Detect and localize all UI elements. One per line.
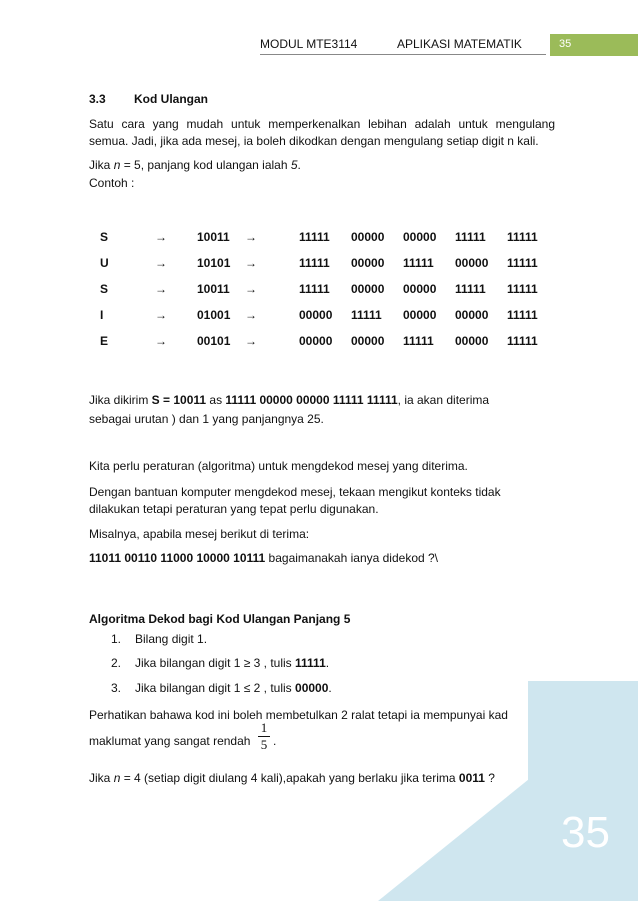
contoh-label: Contoh : — [89, 176, 135, 190]
fraction-numerator: 1 — [260, 720, 268, 735]
row-code: 10011 — [197, 230, 230, 244]
subject-title: APLIKASI MATEMATIK — [397, 37, 522, 51]
algorithm-step — [111, 632, 208, 646]
received-message: 11011 00110 11000 10000 10111 bagaimanakah ianya didekod ?\ — [89, 551, 439, 565]
arrow-icon: → — [155, 308, 167, 322]
intro-paragraph: Satu cara yang mudah untuk memperkenalkan lebihan adalah untuk mengulang semua. Jadi, jika ada mesej, ia boleh dikodkan dengan mengulang setiap digit n kali. — [89, 117, 555, 148]
step-number: 2. — [111, 656, 122, 670]
repeated-block: 11111 — [299, 230, 330, 244]
table-row — [100, 224, 559, 250]
repeated-block: 11111 — [299, 256, 330, 270]
section-number: 3.3 — [89, 92, 106, 106]
paragraph-computer-l1: Dengan bantuan komputer mengdekod mesej, tekaan mengikut konteks tidak — [89, 485, 501, 499]
section-heading — [89, 92, 208, 106]
step-text: Jika bilangan digit 1 ≤ 2 , tulis 00000. — [135, 681, 332, 695]
row-code: 01001 — [197, 308, 231, 322]
step-text: Bilang digit 1. — [135, 632, 208, 646]
repeated-block: 00000 — [403, 308, 437, 322]
algorithm-step — [111, 656, 330, 670]
header-rule — [260, 54, 546, 55]
paragraph-algorithm-need: Kita perlu peraturan (algoritma) untuk mengdekod mesej yang diterima. — [89, 459, 468, 473]
algorithm-title: Algoritma Dekod bagi Kod Ulangan Panjang 5 — [89, 612, 351, 626]
row-letter: S — [100, 282, 109, 296]
repeated-block: 00000 — [351, 282, 385, 296]
repeated-block: 00000 — [299, 308, 333, 322]
repeated-block: 11111 — [455, 282, 486, 296]
arrow-icon: → — [245, 282, 257, 296]
note-line-1: Perhatikan bahawa kod ini boleh membetulkan 2 ralat tetapi ia mempunyai kad — [89, 708, 508, 722]
arrow-icon: → — [245, 308, 257, 322]
table-row — [100, 276, 559, 302]
table-row — [100, 328, 559, 354]
repeated-block: 00000 — [455, 256, 489, 270]
row-letter: I — [100, 308, 104, 322]
sent-line: Jika dikirim S = 10011 as 11111 00000 00000 11111 11111, ia akan diterima — [89, 393, 490, 407]
arrow-icon: → — [245, 334, 257, 348]
step-number: 3. — [111, 681, 122, 695]
arrow-icon: → — [155, 230, 167, 244]
arrow-icon: → — [245, 230, 257, 244]
corner-decoration-block — [528, 681, 638, 901]
step-number: 1. — [111, 632, 122, 646]
step-text: Jika bilangan digit 1 ≥ 3 , tulis 11111. — [135, 656, 330, 670]
repeated-block: 11111 — [507, 256, 538, 270]
arrow-icon: → — [245, 256, 257, 270]
repeated-block: 11111 — [403, 334, 434, 348]
paragraph-computer-l2: dilakukan tetapi peraturan yang tepat perlu digunakan. — [89, 502, 379, 516]
table-row — [100, 250, 559, 276]
repeated-block: 00000 — [351, 256, 385, 270]
row-code: 10011 — [197, 282, 230, 296]
repeated-block: 00000 — [299, 334, 333, 348]
module-code: MODUL MTE3114 — [260, 37, 358, 51]
row-letter: E — [100, 334, 109, 348]
repeated-block: 00000 — [351, 230, 385, 244]
repeated-block: 11111 — [351, 308, 382, 322]
question-line: Jika n = 4 (setiap digit diulang 4 kali),apakah yang berlaku jika terima 0011 ? — [89, 771, 495, 785]
repeated-block: 11111 — [507, 308, 538, 322]
page-number: 35 — [559, 38, 572, 50]
arrow-icon: → — [155, 334, 167, 348]
repeated-block: 00000 — [403, 282, 437, 296]
arrow-icon: → — [155, 282, 167, 296]
row-letter: S — [100, 230, 109, 244]
n-line: Jika n = 5, panjang kod ulangan ialah 5. — [89, 158, 301, 172]
repetition-table — [100, 224, 559, 354]
paragraph-example: Misalnya, apabila mesej berikut di terima: — [89, 527, 310, 541]
repeated-block: 00000 — [351, 334, 385, 348]
corner-page-number: 35 — [561, 808, 610, 857]
note-line-2: maklumat yang sangat rendah — [89, 734, 251, 748]
algorithm-step — [111, 681, 332, 695]
row-code: 10101 — [197, 256, 231, 270]
repeated-block: 11111 — [403, 256, 434, 270]
arrow-icon: → — [155, 256, 167, 270]
table-row — [100, 302, 559, 328]
note-end: . — [273, 734, 277, 748]
section-title: Kod Ulangan — [134, 92, 208, 106]
repeated-block: 11111 — [507, 230, 538, 244]
sent-line-2: sebagai urutan ) dan 1 yang panjangnya 25. — [89, 412, 324, 426]
page-number-box — [550, 34, 638, 56]
repeated-block: 11111 — [507, 334, 538, 348]
repeated-block: 11111 — [507, 282, 538, 296]
page-header — [0, 37, 638, 55]
repeated-block: 11111 — [455, 230, 486, 244]
fraction-denominator: 5 — [260, 737, 268, 752]
repeated-block: 00000 — [455, 334, 489, 348]
row-letter: U — [100, 256, 109, 270]
repeated-block: 11111 — [299, 282, 330, 296]
fraction-one-fifth — [258, 721, 270, 752]
repeated-block: 00000 — [403, 230, 437, 244]
row-code: 00101 — [197, 334, 231, 348]
repeated-block: 00000 — [455, 308, 489, 322]
